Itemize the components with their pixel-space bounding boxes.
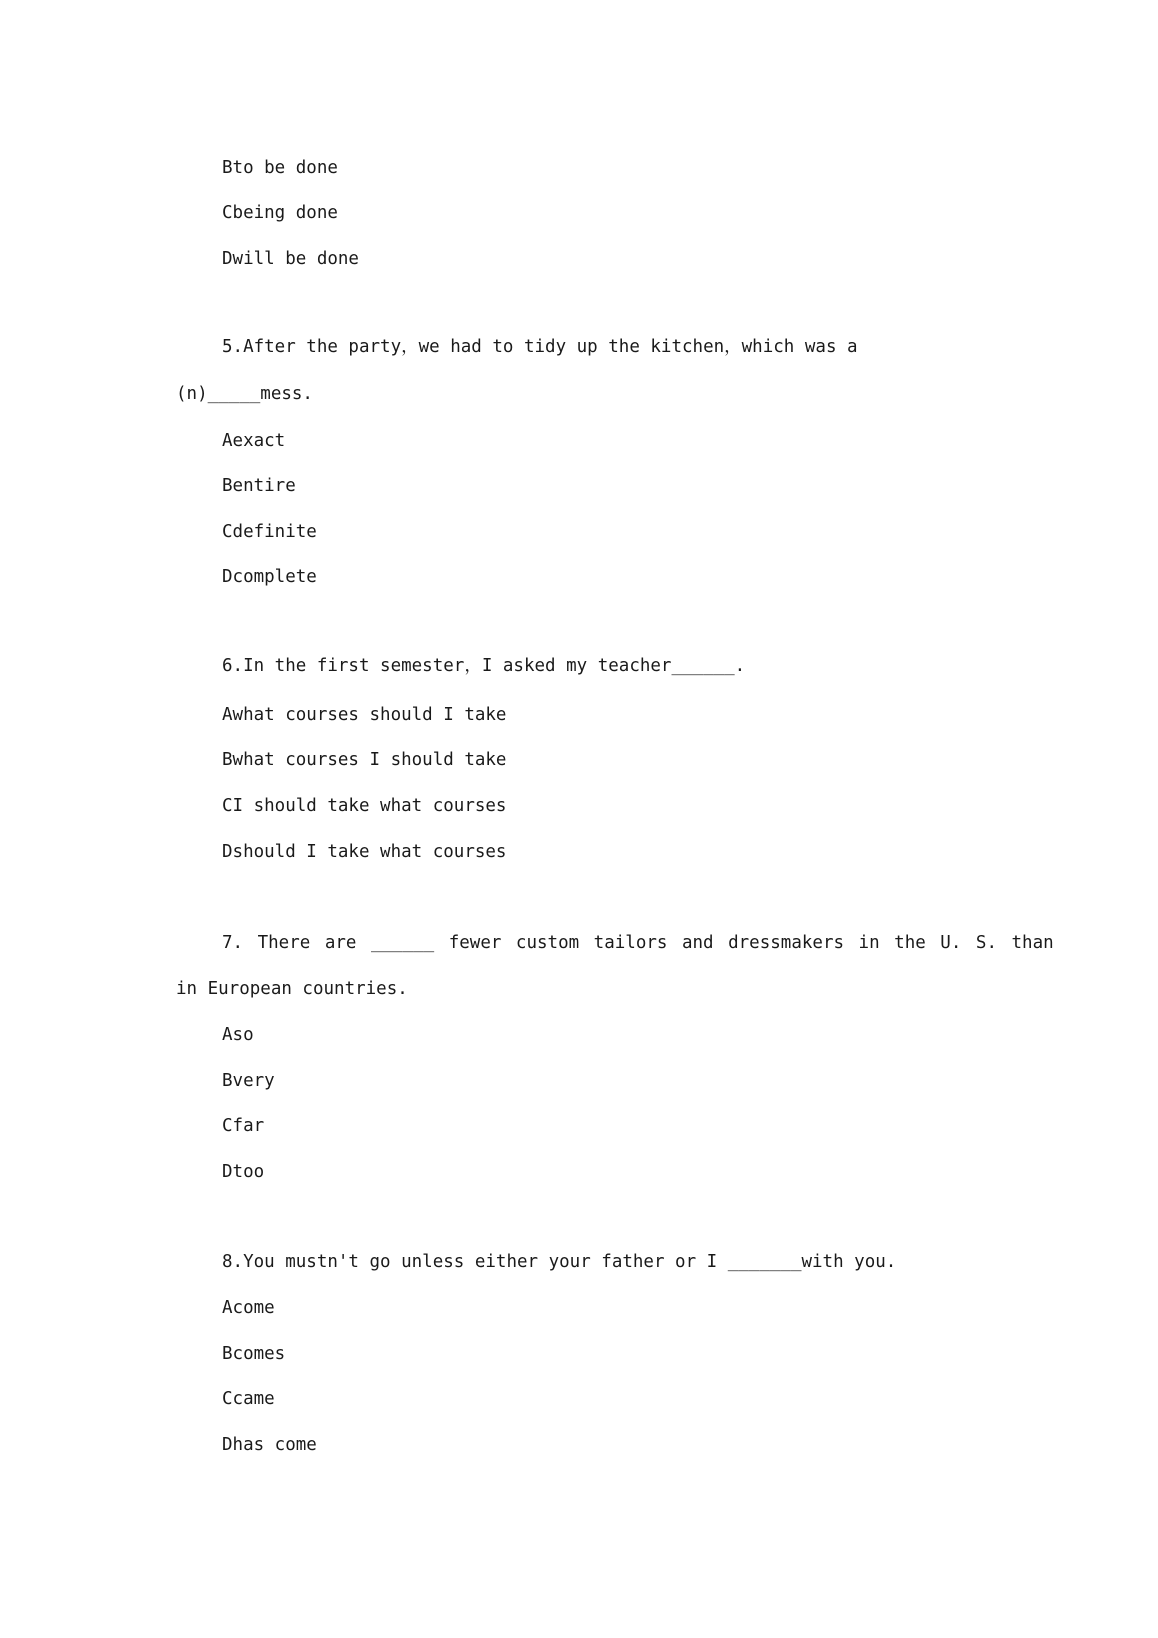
q7-option-b: Bvery: [222, 1071, 275, 1091]
q6-option-c: CI should take what courses: [222, 796, 507, 816]
q4-option-c: Cbeing done: [222, 203, 338, 223]
q5-option-b: Bentire: [222, 476, 296, 496]
q7-stem-line2: in European countries.: [176, 979, 408, 999]
q4-option-b: Bto be done: [222, 158, 338, 178]
q5-stem-line1: 5.After the party，we had to tidy up the kitchen，which was a: [222, 337, 858, 357]
q8-option-d: Dhas come: [222, 1435, 317, 1455]
q4-option-d: Dwill be done: [222, 249, 359, 269]
q7-stem-line1: 7. There are ______ fewer custom tailors and dressmakers in the U. S. than: [222, 933, 1054, 953]
q7-option-a: Aso: [222, 1025, 254, 1045]
q7-option-d: Dtoo: [222, 1162, 265, 1182]
q8-option-b: Bcomes: [222, 1344, 286, 1364]
q6-option-b: Bwhat courses I should take: [222, 750, 507, 770]
q5-option-d: Dcomplete: [222, 567, 317, 587]
q8-option-c: Ccame: [222, 1389, 275, 1409]
q7-option-c: Cfar: [222, 1116, 265, 1136]
q8-stem: 8.You mustn't go unless either your father or I _______with you.: [222, 1252, 897, 1272]
q5-option-c: Cdefinite: [222, 522, 317, 542]
q8-option-a: Acome: [222, 1298, 275, 1318]
q5-option-a: Aexact: [222, 431, 286, 451]
q6-option-a: Awhat courses should I take: [222, 705, 507, 725]
q6-stem: 6.In the first semester，I asked my teacher______.: [222, 656, 746, 676]
q6-option-d: Dshould I take what courses: [222, 842, 507, 862]
q5-stem-line2: (n)_____mess.: [176, 384, 313, 404]
